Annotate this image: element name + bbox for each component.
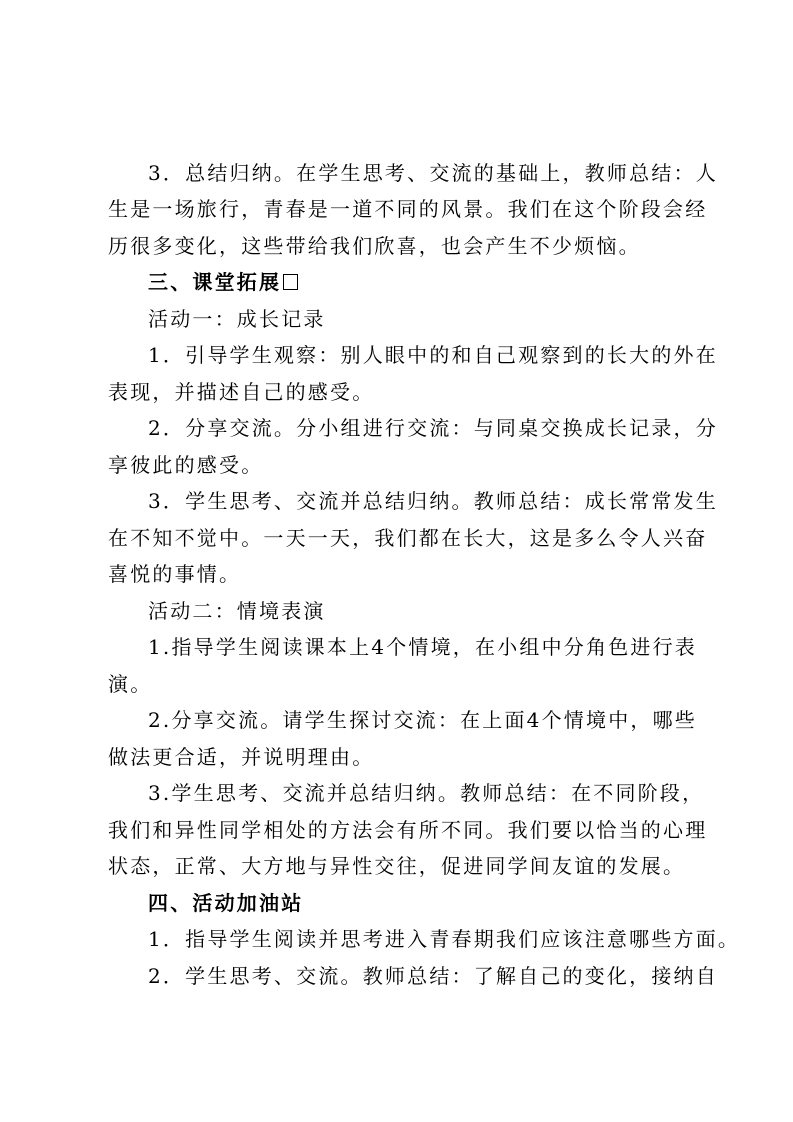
paragraph-line: 3．总结归纳。在学生思考、交流的基础上，教师总结：人 — [148, 161, 718, 185]
paragraph-line: 2．学生思考、交流。教师总结：了解自己的变化，接纳自 — [148, 964, 718, 988]
paragraph-line: 喜悦的事情。 — [108, 562, 242, 586]
paragraph-line: 3.学生思考、交流并总结归纳。教师总结：在不同阶段， — [148, 781, 705, 805]
section-heading: 四、活动加油站 — [148, 891, 304, 915]
paragraph-line: 2．分享交流。分小组进行交流：与同桌交换成长记录，分 — [148, 416, 718, 440]
paragraph-line: 状态，正常、大方地与异性交往，促进同学间友谊的发展。 — [108, 854, 686, 878]
activity-title: 活动二：情境表演 — [148, 599, 326, 623]
paragraph-line: 历很多变化，这些带给我们欣喜，也会产生不少烦恼。 — [108, 234, 641, 258]
paragraph-line: 3．学生思考、交流并总结归纳。教师总结：成长常常发生 — [148, 489, 718, 513]
paragraph-line: 演。 — [108, 672, 153, 696]
paragraph-line: 做法更合适，并说明理由。 — [108, 745, 375, 769]
activity-title: 活动一：成长记录 — [148, 307, 326, 331]
paragraph-line: 2.分享交流。请学生探讨交流：在上面4个情境中，哪些 — [148, 708, 698, 732]
paragraph-line: 享彼此的感受。 — [108, 453, 264, 477]
paragraph-line: 1．指导学生阅读并思考进入青春期我们应该注意哪些方面。 — [148, 927, 741, 951]
paragraph-line: 生是一场旅行，青春是一道不同的风景。我们在这个阶段会经 — [108, 197, 708, 221]
section-heading — [148, 269, 298, 295]
section-heading-text: 三、课堂拓展 — [148, 270, 282, 294]
paragraph-line: 我们和异性同学相处的方法会有所不同。我们要以恰当的心理 — [108, 818, 708, 842]
paragraph-line: 表现，并描述自己的感受。 — [108, 380, 375, 404]
checkbox-glyph-icon — [283, 274, 298, 290]
paragraph-line: 1．引导学生观察：别人眼中的和自己观察到的长大的外在 — [148, 343, 718, 367]
paragraph-line: 1.指导学生阅读课本上4个情境，在小组中分角色进行表 — [148, 635, 698, 659]
paragraph-line: 在不知不觉中。一天一天，我们都在长大，这是多么令人兴奋 — [108, 526, 708, 550]
